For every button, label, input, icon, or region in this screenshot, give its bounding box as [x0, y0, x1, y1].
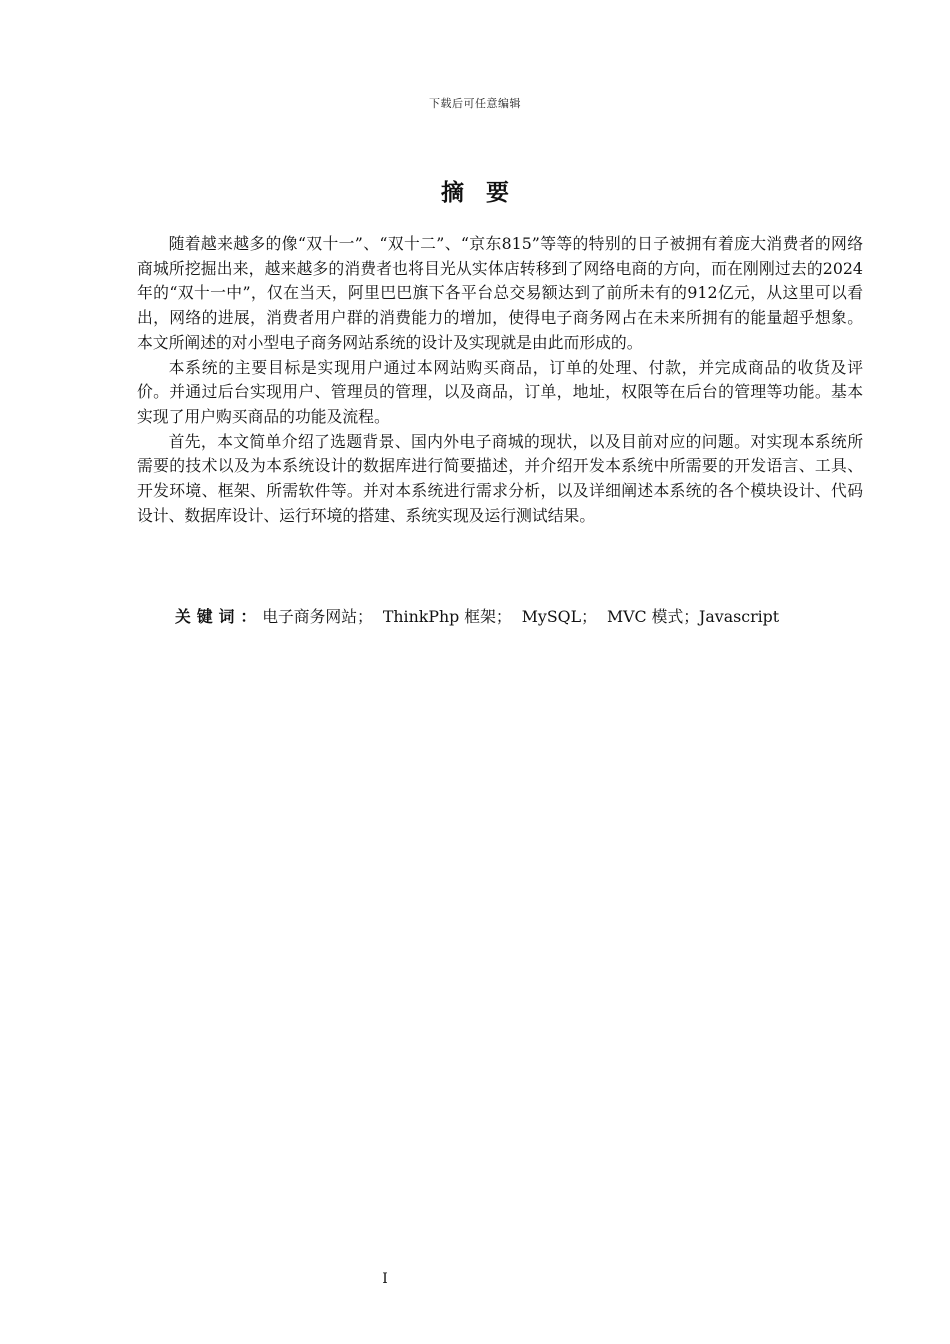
- abstract-body: [137, 232, 863, 528]
- keywords-line: [175, 605, 875, 629]
- keywords-label: 关键词：: [175, 607, 263, 626]
- abstract-paragraph-3: 首先，本文简单介绍了选题背景、国内外电子商城的现状，以及目前对应的问题。对实现本系统所需要的技术以及为本系统设计的数据库进行简要描述，并介绍开发本系统中所需要的开发语言、工具、开发环境、框架、所需软件等。并对本系统进行需求分析，以及详细阐述本系统的各个模块设计、代码设计、数据库设计、运行环境的搭建、系统实现及运行测试结果。: [137, 431, 863, 525]
- abstract-paragraph-2: 本系统的主要目标是实现用户通过本网站购买商品，订单的处理、付款，并完成商品的收货及评价。并通过后台实现用户、管理员的管理，以及商品，订单，地址，权限等在后台的管理等功能。基本实现了用户购买商品的功能及流程。: [137, 357, 863, 426]
- keyword-item: MVC 模式；Javascript: [606, 607, 780, 626]
- page-number: I: [382, 1271, 388, 1287]
- keyword-item: ThinkPhp 框架；: [382, 607, 512, 626]
- keyword-item: MySQL；: [521, 607, 597, 626]
- abstract-paragraph-1: 随着越来越多的像“双十一”、“双十二”、“京东815”等等的特别的日子被拥有着庞大消费者的网络商城所挖掘出来，越来越多的消费者也将目光从实体店转移到了网络电商的方向，而在刚刚过去的2024年的“双十一中”，仅在当天，阿里巴巴旗下各平台总交易额达到了前所未有的912亿元，从这里可以看出，网络的进展，消费者用户群的消费能力的增加，使得电子商务网占在未来所拥有的能量超乎想象。本文所阐述的对小型电子商务网站系统的设计及实现就是由此而形成的。: [137, 234, 863, 352]
- keyword-item: 电子商务网站；: [262, 607, 373, 626]
- header-note: 下载后可任意编辑: [429, 97, 521, 110]
- abstract-title: 摘要: [441, 180, 531, 206]
